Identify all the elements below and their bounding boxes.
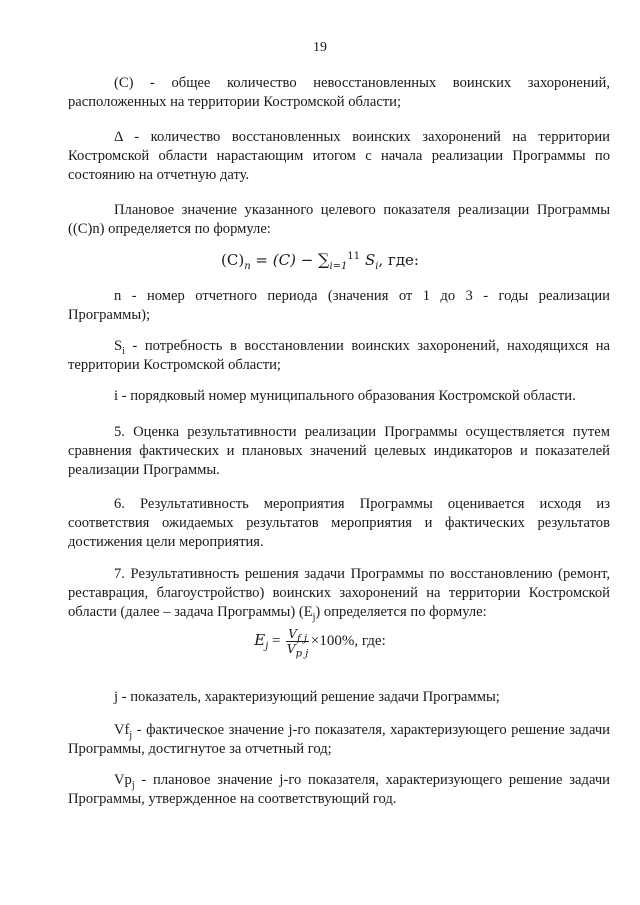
paragraph-evaluation	[68, 423, 610, 480]
formula-eq: = (C) −	[250, 251, 319, 269]
formula-lhs-sub: n	[244, 261, 251, 272]
formula-task-effectiveness	[0, 627, 640, 660]
fraction-numerator	[286, 627, 309, 645]
fraction	[286, 627, 309, 660]
paragraph-n-definition	[68, 287, 610, 325]
sum-upper: 11	[347, 251, 361, 262]
denominator-sub: p j	[295, 648, 309, 660]
paragraph-text: - фактическое значение j-го показателя, характеризующего решение задачи Программы, достигнутое за отчетный год;	[68, 722, 610, 757]
fraction-denominator	[286, 642, 309, 660]
paragraph-si-definition	[68, 337, 610, 375]
symbol-vp: Vp	[114, 772, 132, 788]
formula-term: S	[364, 251, 376, 269]
formula-term-sub: i	[375, 261, 379, 272]
paragraph-text: 5. Оценка результативности реализации Программы осуществляется путем сравнения фактических и плановых значений целевых индикаторов и показателей реализации Программы.	[68, 424, 610, 478]
paragraph-vf-definition	[68, 721, 610, 759]
paragraph-i-definition	[68, 387, 610, 406]
formula-planned-value	[0, 250, 640, 272]
denominator-symbol: V	[286, 642, 296, 656]
symbol-c: (C)	[114, 75, 134, 91]
sum-lower: i=1	[329, 261, 348, 272]
paragraph-text: - количество восстановленных воинских захоронений на территории Костромской области нарастающим итогом с начала реализации Программы по состоянию на отчетную дату.	[68, 129, 610, 183]
paragraph-text: - потребность в восстановлении воинских захоронений, находящихся на территории Костромской области;	[68, 338, 610, 373]
formula-tail: , где:	[378, 251, 419, 269]
numerator-sub: f j	[296, 633, 307, 645]
paragraph-text: 7. Результативность решения задачи Программы по восстановлению (ремонт, реставрация, благоустройство) воинских захоронений на территории Костромской области (далее – задача Программы) (E	[68, 566, 610, 620]
formula2-tail: ×100%, где:	[310, 632, 386, 649]
symbol-vf-sub: j	[129, 729, 133, 741]
formula2-eq: =	[268, 632, 285, 649]
paragraph-measure-effectiveness	[68, 495, 610, 552]
paragraph-text: Плановое значение указанного целевого показателя реализации Программы ((C)n) определяется по формуле:	[68, 202, 610, 237]
paragraph-vp-definition	[68, 771, 610, 809]
sum-symbol: ∑	[318, 250, 330, 269]
formula2-lhs-sub: j	[265, 640, 269, 652]
symbol-vf: Vf	[114, 722, 130, 738]
paragraph-text-tail: ) определяется по формуле:	[315, 604, 487, 620]
paragraph-j-definition	[68, 688, 610, 707]
paragraph-text: 6. Результативность мероприятия Программы оценивается исходя из соответствия ожидаемых результатов мероприятия и фактических результатов достижения цели мероприятия.	[68, 496, 610, 550]
symbol-e-sub: j	[312, 611, 316, 623]
paragraph-task-effectiveness	[68, 565, 610, 622]
symbol-delta: Δ	[114, 129, 123, 145]
paragraph-text: j - показатель, характеризующий решение задачи Программы;	[114, 689, 500, 705]
formula2-lhs: E	[254, 630, 266, 649]
paragraph-text: n - номер отчетного периода (значения от 1 до 3 - годы реализации Программы);	[68, 288, 610, 323]
page-number: 19	[313, 40, 327, 55]
paragraph-c-definition	[68, 74, 610, 112]
numerator-symbol: V	[288, 627, 297, 641]
symbol-vp-sub: j	[131, 779, 135, 791]
symbol-s: S	[114, 338, 123, 354]
formula-lhs: (C)	[221, 251, 245, 269]
paragraph-text: - плановое значение j-го показателя, характеризующего решение задачи Программы, утвержденное на соответствующий год.	[68, 772, 610, 807]
paragraph-planned-value	[68, 201, 610, 239]
paragraph-text: i - порядковый номер муниципального образования Костромской области.	[114, 388, 576, 404]
paragraph-delta-definition	[68, 128, 610, 185]
symbol-s-sub: i	[122, 345, 125, 357]
paragraph-text: - общее количество невосстановленных воинских захоронений, расположенных на территории Костромской области;	[68, 75, 610, 110]
